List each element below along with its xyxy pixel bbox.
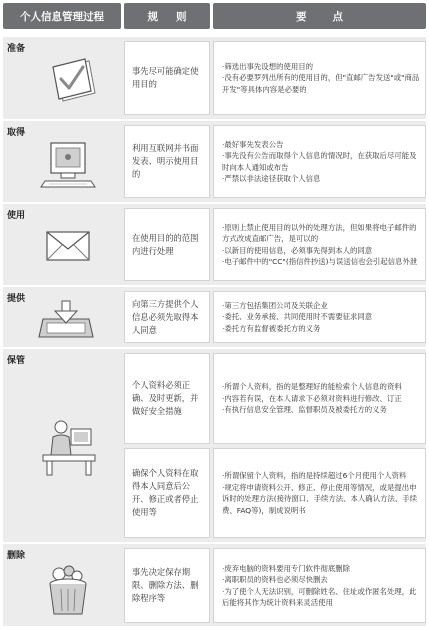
checklist-icon: [31, 55, 101, 111]
point-item: ·离职职员的资料也必须尽快删去: [222, 575, 328, 584]
points-cell: [213, 448, 426, 538]
section-label: 提供: [7, 294, 26, 304]
point-item: ·没有必要罗列出所有的使用目的，但"直邮广告发送"或"商品开发"等具体内容是必要的: [222, 73, 420, 94]
point-item: ·有执行信息安全管理、监督职员及被委托方的义务: [222, 405, 387, 415]
section-use: [3, 204, 426, 285]
point-item: ·废弃电脑的资料要用专门软件彻底删除: [222, 563, 350, 573]
section-prepare: [3, 37, 426, 119]
section-label: 使用: [7, 211, 26, 221]
point-item: ·最好事先发表公告: [222, 139, 284, 149]
point-item: ·第三方包括集团公司及关联企业: [222, 300, 328, 310]
box-arrow-icon: [31, 293, 101, 347]
point-item: ·电子邮件中的"CC"(指信件抄送)与误送信也会引起信息外泄: [222, 257, 418, 266]
point-item: ·委托、业务承接、共同使用时不需要征求同意: [222, 312, 373, 322]
rule-cell: 利用互联网并书面发表、明示使用目的: [124, 125, 210, 198]
envelope-icon: [31, 226, 101, 274]
point-item: ·筛选出事先设想的使用目的: [222, 61, 314, 71]
section-acquire: [3, 121, 426, 202]
points-cell: [213, 125, 426, 198]
section-label: 准备: [7, 44, 26, 54]
point-item: ·严禁以非法途径获取个人信息: [222, 174, 321, 183]
header-rule: [124, 3, 210, 29]
point-item: ·内容若有误，在本人请求下必须对资料进行修改、订正: [222, 393, 402, 403]
point-item: ·事先没有公告而取得个人信息的情况时，在获取后尽可能及时向本人通知或布告: [222, 151, 417, 172]
points-cell: [213, 41, 426, 115]
points-cell: [213, 291, 426, 343]
point-item: ·委托方有监督被委托方的义务: [222, 323, 321, 333]
section-label: 保管: [7, 356, 26, 366]
header-process-label: 个人信息管理过程: [20, 10, 104, 23]
computer-icon: [31, 137, 101, 197]
section-provide: [3, 287, 426, 347]
point-item: ·为了使个人无法识别，可删除姓名、住址或作匿名处理，此后能将其作为统计资料来灵活使用: [222, 586, 417, 607]
point-item: ·以新目的使用信息，必须事先得到本人的同意: [222, 245, 373, 255]
point-item: ·原则上禁止使用目的以外的处理方法，但如果将电子邮件的方式改成直邮广告，是可以的: [222, 222, 417, 243]
section-label: 取得: [7, 128, 26, 138]
header-points: [213, 3, 426, 29]
points-cell: [213, 353, 426, 444]
person-computer-icon: [31, 415, 101, 481]
rule-cell: 事先决定保存期限、删除方法、删除程序等: [124, 548, 210, 623]
header-rule-label: 规则: [147, 10, 205, 23]
point-item: ·所谓个人资料，指的是整理好的能检索个人信息的资料: [222, 382, 402, 392]
header-process: [3, 3, 121, 29]
points-cell: [213, 548, 426, 623]
point-item: ·所谓保留个人资料，指的是持续超过6个月使用个人资料: [222, 471, 407, 480]
section-delete: [3, 544, 426, 626]
points-cell: [213, 208, 426, 281]
section-label: 删除: [7, 551, 26, 561]
section-store: [3, 349, 426, 542]
rule-cell: 向第三方提供个人信息必须先取得本人同意: [124, 291, 210, 343]
trash-bin-icon: [31, 562, 101, 624]
rule-cell: 确保个人资料在取得本人同意后公开、修正或者停止使用等: [124, 448, 210, 538]
point-item: ·规定将申请资料公开、修正、停止使用等情况，或是提出申诉时的处理方法(接待窗口、手续方法、本人确认方法、手续费、FAQ等)，制成说明书: [222, 482, 418, 515]
header-points-label: 要点: [296, 10, 369, 23]
rule-cell: 个人资料必须正确、及时更新，并做好安全措施: [124, 353, 210, 444]
rule-cell: 事先尽可能确定使用目的: [124, 41, 210, 115]
rule-cell: 在使用目的的范围内进行处理: [124, 208, 210, 281]
